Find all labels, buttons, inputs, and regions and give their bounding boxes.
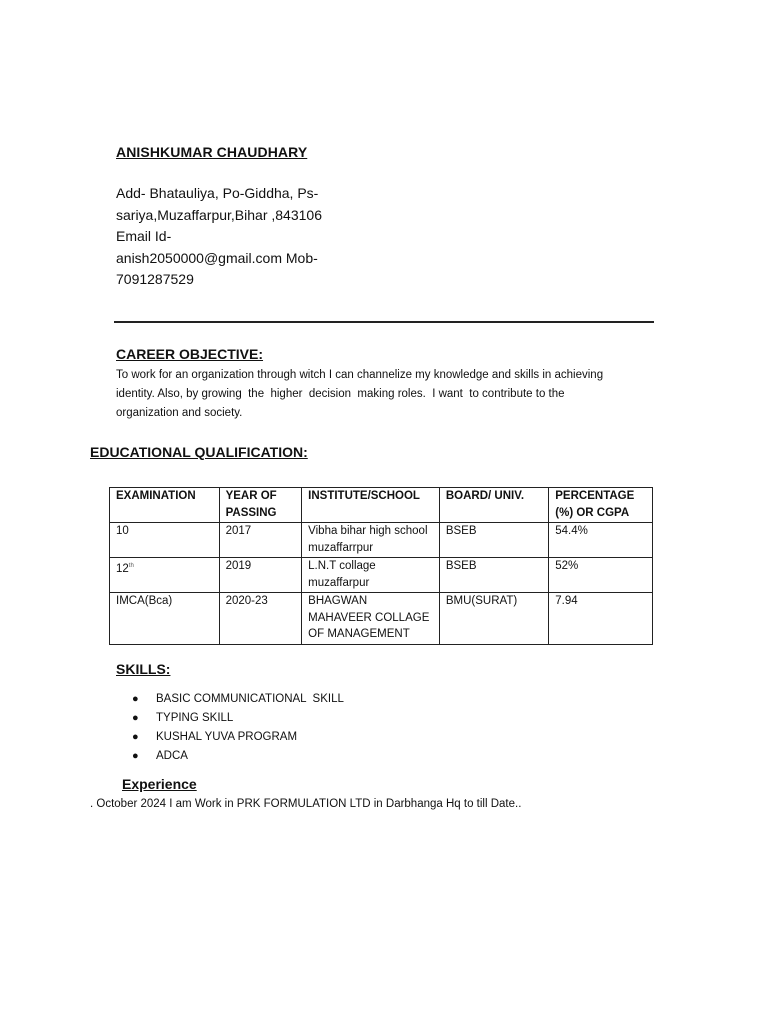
experience-heading-text: Experience bbox=[122, 776, 197, 792]
table-row bbox=[110, 523, 653, 558]
cell-board: BMU(SURAT) bbox=[439, 593, 548, 645]
address-line-1: Add- Bhatauliya, Po-Giddha, Ps- bbox=[116, 185, 319, 201]
cell-exam: IMCA(Bca) bbox=[110, 593, 220, 645]
exam-value: 12 bbox=[116, 562, 129, 575]
bullet-icon: ● bbox=[132, 712, 139, 724]
cell-score: 52% bbox=[549, 558, 653, 593]
career-line-3: organization and society. bbox=[116, 407, 243, 419]
cell-board: BSEB bbox=[439, 558, 548, 593]
cell-score: 54.4% bbox=[549, 523, 653, 558]
career-line-1: To work for an organization through witch I can channelize my knowledge and skills in achieving bbox=[116, 369, 604, 381]
candidate-name: ANISHKUMAR CHAUDHARY bbox=[116, 144, 308, 160]
career-objective-text bbox=[116, 366, 646, 423]
experience-text: . October 2024 I am Work in PRK FORMULATION LTD in Darbhanga Hq to till Date.. bbox=[90, 798, 522, 810]
skills-list bbox=[132, 690, 344, 766]
cell-year: 2017 bbox=[219, 523, 302, 558]
bullet-icon: ● bbox=[132, 750, 139, 762]
skill-label: TYPING SKILL bbox=[156, 712, 234, 724]
cell-score: 7.94 bbox=[549, 593, 653, 645]
experience-heading bbox=[102, 776, 197, 792]
bullet-icon: ● bbox=[132, 731, 139, 743]
skill-label: KUSHAL YUVA PROGRAM bbox=[156, 731, 298, 743]
skills-heading: SKILLS: bbox=[116, 661, 171, 677]
column-header-percentage: PERCENTAGE (%) OR CGPA bbox=[549, 488, 653, 523]
table-row bbox=[110, 558, 653, 593]
skill-label: BASIC COMMUNICATIONAL SKILL bbox=[156, 693, 344, 705]
list-item bbox=[132, 690, 344, 709]
bullet-icon: ● bbox=[132, 693, 139, 705]
address-line-2: sariya,Muzaffarpur,Bihar ,843106 bbox=[116, 206, 322, 223]
cell-institute: BHAGWAN MAHAVEER COLLAGE OF MANAGEMENT bbox=[302, 593, 440, 645]
email-mobile-line: anish2050000@gmail.com Mob- bbox=[116, 249, 318, 266]
cell-exam: 10 bbox=[110, 523, 220, 558]
column-header-board: BOARD/ UNIV. bbox=[439, 488, 548, 523]
education-table bbox=[109, 487, 653, 645]
cell-board: BSEB bbox=[439, 523, 548, 558]
education-heading: EDUCATIONAL QUALIFICATION: bbox=[90, 444, 308, 460]
list-item bbox=[132, 728, 344, 747]
contact-block bbox=[116, 183, 346, 291]
column-header-institute: INSTITUTE/SCHOOL bbox=[302, 488, 440, 523]
cell-institute: L.N.T collage muzaffarpur bbox=[302, 558, 440, 593]
cell-year: 2020-23 bbox=[219, 593, 302, 645]
skill-label: ADCA bbox=[156, 750, 188, 762]
exam-superscript: th bbox=[128, 563, 134, 569]
list-item bbox=[132, 747, 344, 766]
column-header-year: YEAR OF PASSING bbox=[219, 488, 302, 523]
email-label: Email Id- bbox=[116, 228, 172, 244]
career-line-2: identity. Also, by growing the higher decision making roles. I want to contribute to the bbox=[116, 388, 565, 400]
career-objective-heading: CAREER OBJECTIVE: bbox=[116, 346, 264, 362]
header-divider bbox=[114, 321, 654, 323]
list-item bbox=[132, 709, 344, 728]
table-row bbox=[110, 593, 653, 645]
mobile-number: 7091287529 bbox=[116, 271, 194, 287]
cell-institute: Vibha bihar high school muzaffarrpur bbox=[302, 523, 440, 558]
cell-exam bbox=[110, 558, 220, 593]
column-header-examination: EXAMINATION bbox=[110, 488, 220, 523]
education-table-header-row bbox=[110, 488, 653, 523]
cell-year: 2019 bbox=[219, 558, 302, 593]
